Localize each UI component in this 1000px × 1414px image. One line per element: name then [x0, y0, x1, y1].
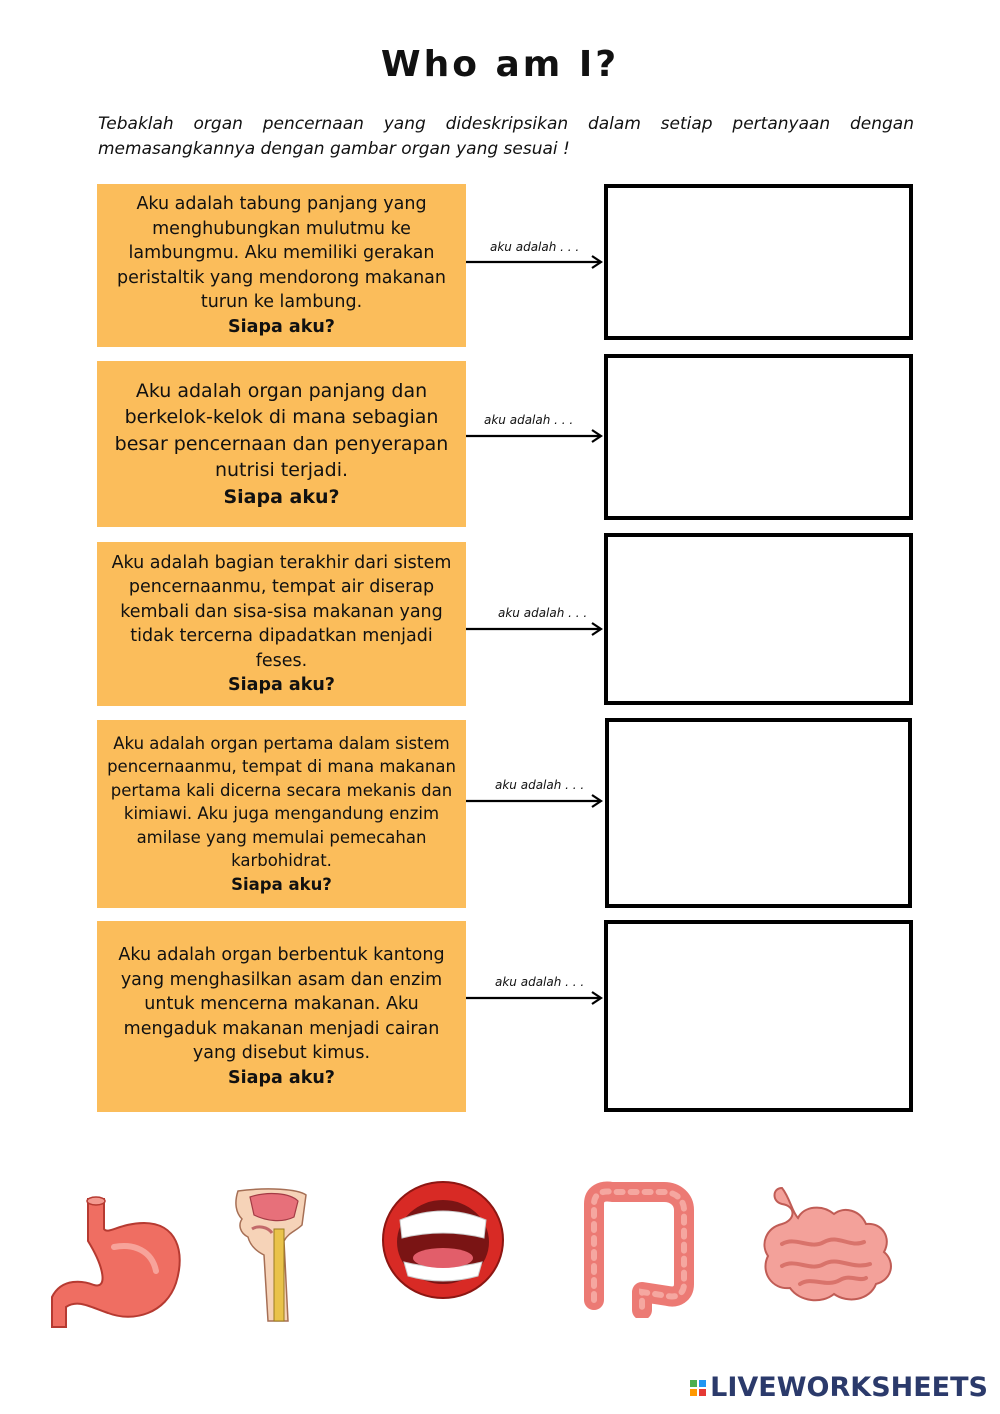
answer-drop-box-1[interactable] — [604, 184, 913, 340]
stomach-icon[interactable] — [48, 1195, 188, 1333]
clue-question: Siapa aku? — [228, 675, 335, 695]
clue-box-2 — [97, 361, 466, 527]
clue-box-1 — [97, 184, 466, 347]
clue-text: Aku adalah organ panjang dan berkelok-kelok di mana sebagian besar pencernaan dan penyerapan nutrisi terjadi. — [114, 379, 449, 482]
large-intestine-icon[interactable] — [572, 1180, 704, 1318]
mouth-icon[interactable] — [380, 1180, 506, 1302]
answer-drop-box-2[interactable] — [604, 354, 913, 520]
clue-box-5 — [97, 921, 466, 1112]
logo-mark-icon — [690, 1380, 706, 1396]
small-intestine-icon[interactable] — [752, 1180, 900, 1310]
arrow-icon — [466, 621, 606, 637]
answer-hint: aku adalah . . . — [490, 240, 580, 254]
arrow-icon — [466, 793, 606, 809]
clue-question: Siapa aku? — [223, 485, 340, 508]
answer-hint: aku adalah . . . — [495, 975, 585, 989]
instructions: Tebaklah organ pencernaan yang dideskripsikan dalam setiap pertanyaan dengan memasangkannya dengan gambar organ yang sesuai ! — [98, 114, 914, 159]
answer-drop-box-3[interactable] — [604, 533, 913, 705]
answer-drop-box-4[interactable] — [605, 718, 912, 908]
brand-name: LIVEWORKSHEETS — [710, 1372, 988, 1403]
clue-text: Aku adalah tabung panjang yang menghubungkan mulutmu ke lambungmu. Aku memiliki gerakan peristaltik yang mendorong makanan turun ke lambung. — [117, 194, 446, 312]
esophagus-icon[interactable] — [228, 1185, 320, 1325]
clue-text: Aku adalah organ berbentuk kantong yang menghasilkan asam dan enzim untuk mencerna makanan. Aku mengaduk makanan menjadi cairan yang disebut kimus. — [118, 945, 445, 1063]
clue-question: Siapa aku? — [231, 874, 332, 894]
answer-hint: aku adalah . . . — [495, 778, 585, 792]
arrow-icon — [466, 990, 606, 1006]
clue-box-3 — [97, 542, 466, 706]
clue-question: Siapa aku? — [228, 1067, 335, 1088]
clue-box-4 — [97, 720, 466, 908]
arrow-icon — [466, 254, 606, 270]
answer-hint: aku adalah . . . — [484, 413, 574, 427]
answer-hint: aku adalah . . . — [498, 606, 588, 620]
answer-drop-box-5[interactable] — [604, 920, 913, 1112]
page-title: Who am I? — [380, 44, 620, 85]
clue-text: Aku adalah bagian terakhir dari sistem pencernaanmu, tempat air diserap kembali dan sisa-sisa makanan yang tidak tercerna dipadatkan menjadi feses. — [111, 552, 452, 671]
clue-text: Aku adalah organ pertama dalam sistem pencernaanmu, tempat di mana makanan pertama kali dicerna secara mekanis dan kimiawi. Aku juga mengandung enzim amilase yang memulai pemecahan karbohidrat. — [107, 733, 456, 871]
clue-question: Siapa aku? — [228, 316, 335, 337]
arrow-icon — [466, 428, 606, 444]
liveworksheets-logo — [690, 1372, 988, 1403]
